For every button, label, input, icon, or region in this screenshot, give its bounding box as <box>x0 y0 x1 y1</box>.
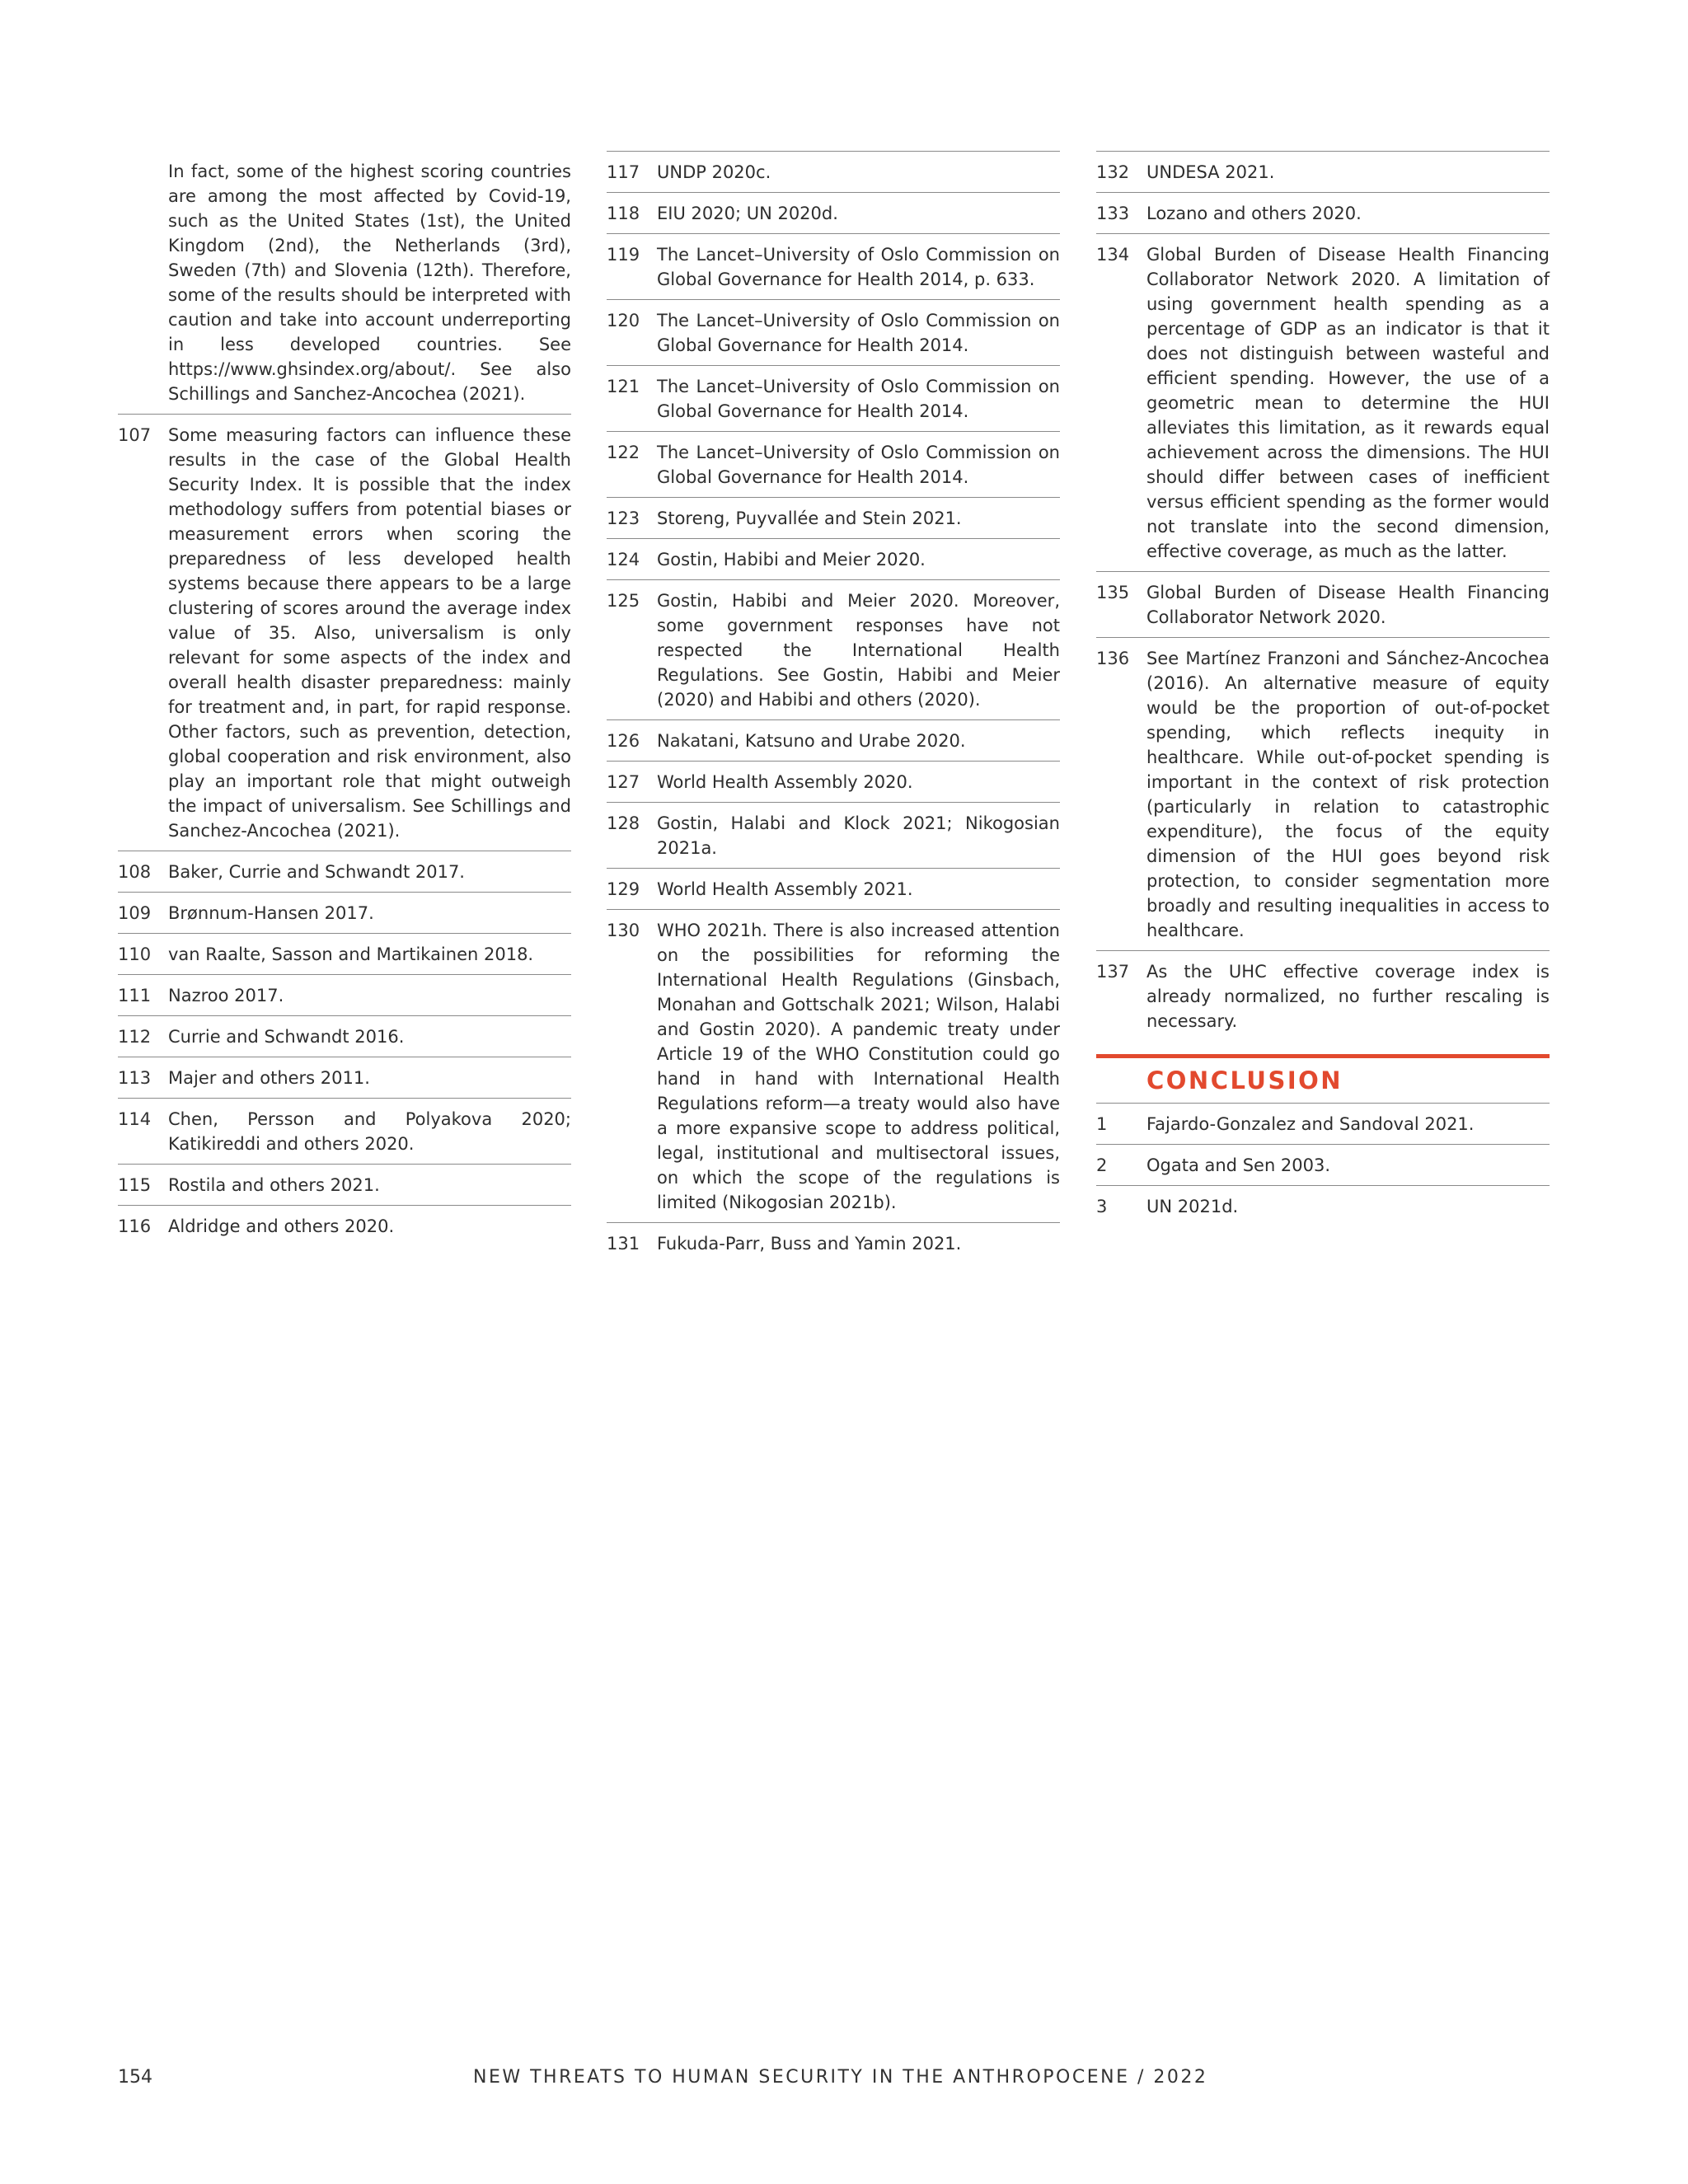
endnote <box>1096 572 1550 638</box>
endnote-number: 111 <box>118 986 152 1005</box>
endnote <box>118 1165 571 1206</box>
endnotes-column-1 <box>118 151 571 1246</box>
endnote <box>1096 193 1550 234</box>
endnote <box>607 151 1060 193</box>
endnote-text: Brønnum-Hansen 2017. <box>168 903 374 923</box>
endnote-continuation: In fact, some of the highest scoring countries are among the most affected by Covid-19, such as the United States (1st), the United Kingdom (2nd), the Netherlands (3rd), Sweden (7th) and Slovenia (12th). Therefore, some of the results should be interpreted with caution and take into account underreporting in less developed countries. See https://www.ghsindex.org/about/. See also Schillings and Sanchez-Ancochea (2021). <box>118 151 571 415</box>
endnote <box>607 366 1060 432</box>
endnote <box>607 432 1060 498</box>
endnote-text: Nazroo 2017. <box>168 986 284 1005</box>
endnote-text: Nakatani, Katsuno and Urabe 2020. <box>657 731 966 751</box>
endnote-text: Currie and Schwandt 2016. <box>168 1027 405 1047</box>
endnote <box>118 893 571 934</box>
endnote-text: Ogata and Sen 2003. <box>1146 1155 1331 1175</box>
endnote-text: EIU 2020; UN 2020d. <box>657 204 838 223</box>
endnote-number: 126 <box>607 731 640 751</box>
endnote-text: Baker, Currie and Schwandt 2017. <box>168 862 465 882</box>
endnote-list <box>118 415 571 1246</box>
endnote-number: 137 <box>1096 962 1130 982</box>
endnote-number: 123 <box>607 509 640 528</box>
endnote-text: The Lancet–University of Oslo Commission on Global Governance for Health 2014, p. 633. <box>657 245 1060 289</box>
endnote <box>607 720 1060 762</box>
endnote-text: Gostin, Habibi and Meier 2020. <box>657 550 926 569</box>
endnote-number: 109 <box>118 903 152 923</box>
endnote-number: 119 <box>607 245 640 265</box>
endnote <box>607 300 1060 366</box>
endnote <box>118 1206 571 1246</box>
endnote <box>607 234 1060 300</box>
endnote-number: 2 <box>1096 1155 1108 1175</box>
endnote-number: 108 <box>118 862 152 882</box>
endnote-number: 134 <box>1096 245 1130 265</box>
endnote <box>1096 1145 1550 1186</box>
endnote-text: Fukuda-Parr, Buss and Yamin 2021. <box>657 1234 962 1254</box>
endnote <box>607 762 1060 803</box>
endnote <box>1096 151 1550 193</box>
endnote <box>607 869 1060 910</box>
endnote-number: 122 <box>607 443 640 462</box>
endnote <box>607 1223 1060 1263</box>
endnote <box>607 193 1060 234</box>
endnote-number: 3 <box>1096 1197 1108 1216</box>
endnote-number: 115 <box>118 1175 152 1195</box>
endnote-number: 116 <box>118 1216 152 1236</box>
endnote <box>1096 951 1550 1041</box>
endnote <box>607 539 1060 580</box>
endnote-number: 128 <box>607 813 640 833</box>
endnote-text: Storeng, Puyvallée and Stein 2021. <box>657 509 962 528</box>
endnote-text: UNDESA 2021. <box>1146 162 1275 182</box>
endnote-number: 132 <box>1096 162 1130 182</box>
endnote-text: Fajardo-Gonzalez and Sandoval 2021. <box>1146 1114 1475 1134</box>
endnote-text: Aldridge and others 2020. <box>168 1216 395 1236</box>
endnote-number: 125 <box>607 591 640 611</box>
endnote-text: Majer and others 2011. <box>168 1068 370 1088</box>
endnote <box>607 803 1060 869</box>
endnote-number: 124 <box>607 550 640 569</box>
endnotes-column-2 <box>607 151 1060 1263</box>
endnote-number: 121 <box>607 377 640 396</box>
endnote-number: 1 <box>1096 1114 1108 1134</box>
endnote-number: 120 <box>607 311 640 330</box>
endnote <box>607 910 1060 1223</box>
publication-title: NEW THREATS TO HUMAN SECURITY IN THE ANTHROPOCENE / 2022 <box>473 2067 1208 2088</box>
endnote-list <box>607 151 1060 1263</box>
endnote <box>118 1099 571 1165</box>
endnote-number: 130 <box>607 921 640 940</box>
endnote-text: As the UHC effective coverage index is already normalized, no further rescaling is necessary. <box>1146 962 1550 1031</box>
endnote-number: 110 <box>118 944 152 964</box>
endnote <box>1096 234 1550 572</box>
endnote-text: See Martínez Franzoni and Sánchez-Ancochea (2016). An alternative measure of equity would be the proportion of out-of-pocket spending, which reflects inequity in healthcare. While out-of-pocket spending is important in the context of risk protection (particularly in relation to catastrophic expenditure), the focus of the equity dimension of the HUI goes beyond risk protection, to consider segmentation more broadly and resulting inequalities in access to healthcare. <box>1146 649 1550 940</box>
endnote-number: 129 <box>607 879 640 899</box>
endnote <box>1096 1186 1550 1226</box>
endnote-number: 107 <box>118 425 152 445</box>
endnote <box>118 934 571 975</box>
section-heading-conclusion: CONCLUSION <box>1096 1054 1550 1104</box>
endnote-number: 118 <box>607 204 640 223</box>
endnote-text: Lozano and others 2020. <box>1146 204 1362 223</box>
endnote <box>118 1057 571 1099</box>
endnote-text: Global Burden of Disease Health Financing Collaborator Network 2020. A limitation of using government health spending as a percentage of GDP as an indicator is that it does not distinguish between wasteful and efficient spending. However, the use of a geometric mean to determine the HUI alleviates this limitation, as it rewards equal achievement across the dimensions. The HUI should differ between cases of inefficient versus efficient spending as the former would not translate into the second dimension, effective coverage, as much as the latter. <box>1146 245 1550 561</box>
endnote-text: Chen, Persson and Polyakova 2020; Katikireddi and others 2020. <box>168 1109 571 1154</box>
endnote-text: WHO 2021h. There is also increased attention on the possibilities for reforming the International Health Regulations (Ginsbach, Monahan and Gottschalk 2021; Wilson, Halabi and Gostin 2020). A pandemic treaty under Article 19 of the WHO Constitution could go hand in hand with International Health Regulations reform—a treaty would also have a more expansive scope to address political, legal, institutional and multisectoral issues, on which the scope of the regulations is limited (Nikogosian 2021b). <box>657 921 1060 1212</box>
endnote <box>607 580 1060 720</box>
endnote-number: 112 <box>118 1027 152 1047</box>
endnote-list-conclusion <box>1096 1104 1550 1226</box>
endnotes-column-3 <box>1096 151 1550 1226</box>
endnote <box>118 851 571 893</box>
endnote-number: 133 <box>1096 204 1130 223</box>
endnote-text: Gostin, Halabi and Klock 2021; Nikogosian 2021a. <box>657 813 1060 858</box>
endnote <box>1096 638 1550 951</box>
endnote-text: The Lancet–University of Oslo Commission on Global Governance for Health 2014. <box>657 311 1060 355</box>
endnote-text: UNDP 2020c. <box>657 162 771 182</box>
page-number: 154 <box>118 2067 152 2088</box>
endnote-text: Gostin, Habibi and Meier 2020. Moreover, some government responses have not respected the International Health Regulations. See Gostin, Habibi and Meier (2020) and Habibi and others (2020). <box>657 591 1060 710</box>
endnote-text: Rostila and others 2021. <box>168 1175 380 1195</box>
endnote-number: 127 <box>607 772 640 792</box>
endnote <box>607 498 1060 539</box>
endnote-text: UN 2021d. <box>1146 1197 1239 1216</box>
endnote <box>118 415 571 851</box>
endnote-text: The Lancet–University of Oslo Commission on Global Governance for Health 2014. <box>657 443 1060 487</box>
endnote-text: van Raalte, Sasson and Martikainen 2018. <box>168 944 534 964</box>
endnote-number: 136 <box>1096 649 1130 668</box>
endnote-list <box>1096 151 1550 1041</box>
endnote-number: 113 <box>118 1068 152 1088</box>
endnote-text: The Lancet–University of Oslo Commission on Global Governance for Health 2014. <box>657 377 1060 421</box>
endnote <box>118 975 571 1016</box>
endnote-number: 135 <box>1096 583 1130 602</box>
endnote-text: World Health Assembly 2020. <box>657 772 913 792</box>
endnote-number: 114 <box>118 1109 152 1129</box>
endnote-text: Some measuring factors can influence these results in the case of the Global Health Security Index. It is possible that the index methodology suffers from potential biases or measurement errors when scoring the preparedness of less developed health systems because there appears to be a large clustering of scores around the average index value of 35. Also, universalism is only relevant for some aspects of the index and overall health disaster preparedness: mainly for treatment and, in part, for rapid response. Other factors, such as prevention, detection, global cooperation and risk environment, also play an important role that might outweigh the impact of universalism. See Schillings and Sanchez-Ancochea (2021). <box>168 425 571 841</box>
endnote <box>118 1016 571 1057</box>
endnote-text: World Health Assembly 2021. <box>657 879 913 899</box>
endnote-number: 117 <box>607 162 640 182</box>
endnote-number: 131 <box>607 1234 640 1254</box>
endnote-text: Global Burden of Disease Health Financing Collaborator Network 2020. <box>1146 583 1550 627</box>
endnote <box>1096 1104 1550 1145</box>
